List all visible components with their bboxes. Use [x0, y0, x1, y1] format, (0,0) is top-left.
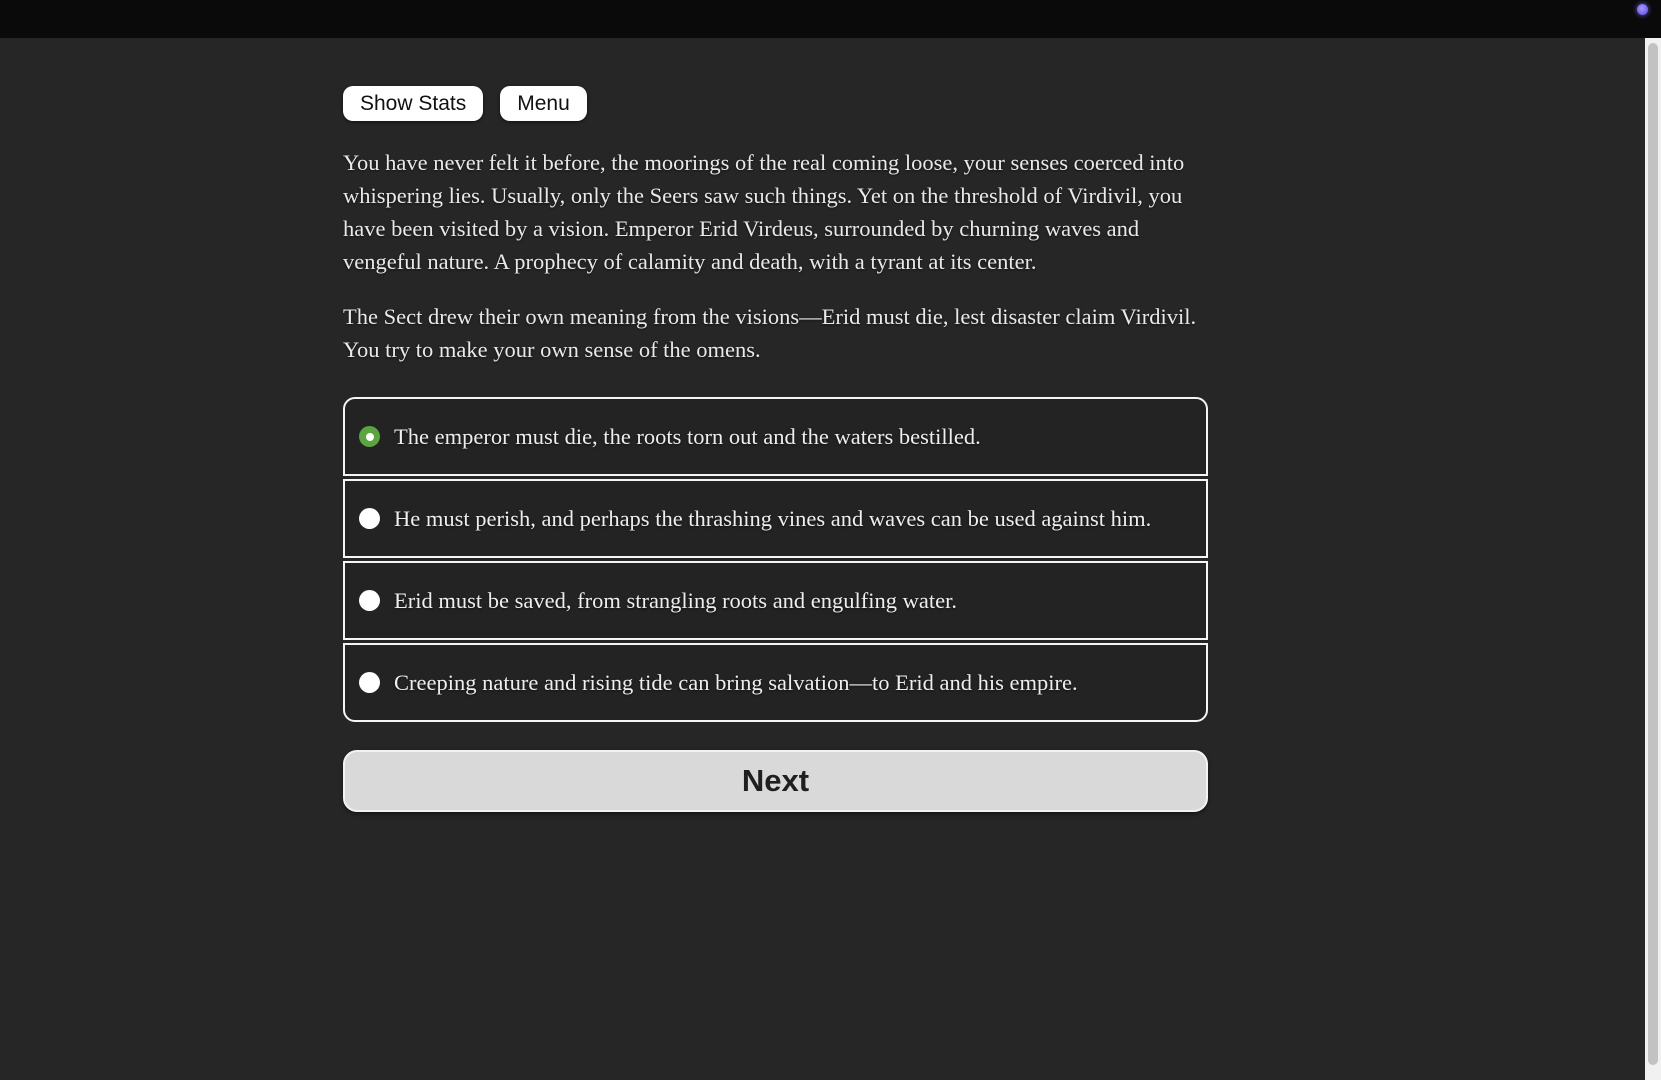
menu-button[interactable]: Menu — [500, 86, 587, 121]
show-stats-button[interactable]: Show Stats — [343, 86, 483, 121]
choice-option-label: Creeping nature and rising tide can bring salvation—to Erid and his empire. — [394, 670, 1078, 695]
story-content — [343, 38, 1208, 812]
choice-option[interactable] — [343, 561, 1208, 640]
choice-option[interactable] — [343, 643, 1208, 722]
next-button[interactable]: Next — [343, 750, 1208, 812]
toolbar — [343, 86, 1208, 121]
story-paragraph: You have never felt it before, the moorings of the real coming loose, your senses coerced into whispering lies. Usually, only the Seers saw such things. Yet on the threshold of Virdivil, you have been visited by a vision. Emperor Erid Virdeus, surrounded by churning waves and vengeful nature. A prophecy of calamity and death, with a tyrant at its center. — [343, 150, 1185, 274]
choice-option[interactable] — [343, 479, 1208, 558]
story-paragraph: The Sect drew their own meaning from the visions—Erid must die, lest disaster claim Virdivil. You try to make your own sense of the omens. — [343, 304, 1197, 362]
choice-option-label: The emperor must die, the roots torn out and the waters bestilled. — [394, 424, 981, 449]
choice-option-label: Erid must be saved, from strangling roots and engulfing water. — [394, 588, 958, 613]
status-dot-icon — [1637, 4, 1648, 15]
scrollbar-track[interactable] — [1645, 38, 1661, 1080]
radio-icon[interactable] — [359, 672, 380, 693]
choice-option-label: He must perish, and perhaps the thrashing vines and waves can be used against him. — [394, 506, 1152, 531]
top-bar — [0, 0, 1661, 38]
radio-icon[interactable] — [359, 590, 380, 611]
choice-option[interactable] — [343, 397, 1208, 476]
radio-icon[interactable] — [359, 508, 380, 529]
radio-icon[interactable] — [359, 426, 380, 447]
scrollbar-thumb[interactable] — [1648, 43, 1658, 1065]
choice-group — [343, 397, 1208, 722]
story-text — [343, 146, 1208, 366]
